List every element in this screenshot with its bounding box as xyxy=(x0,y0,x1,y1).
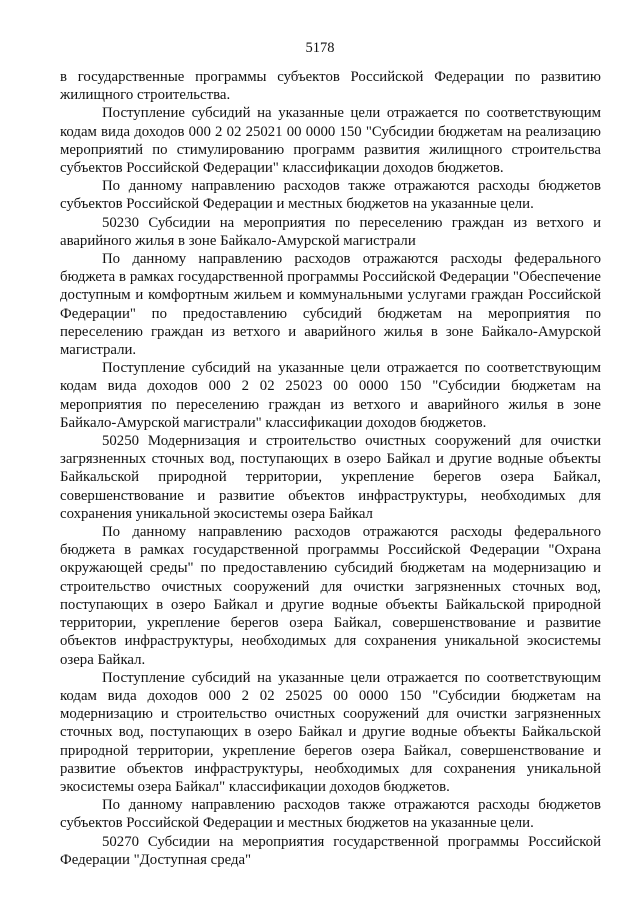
paragraph: По данному направлению расходов также отражаются расходы бюджетов субъектов Российской Федерации и местных бюджетов на указанные цели. xyxy=(60,178,601,213)
section-heading: 50250 Модернизация и строительство очистных сооружений для очистки загрязненных сточных вод, поступающих в озеро Байкал и другие водные объекты Байкальской природной территории, укрепление берегов озера Байкал, совершенствование и развитие объектов инфраструктуры, необходимых для сохранения уникальной экосистемы озера Байкал xyxy=(60,433,601,522)
document-body xyxy=(60,68,601,869)
paragraph: Поступление субсидий на указанные цели отражается по соответствующим кодам вида доходов 000 2 02 25025 00 0000 150 "Субсидии бюджетам на модернизацию и строительство очистных сооружений для очистки загрязненных сточных вод, поступающих в озеро Байкал и другие водные объекты Байкальской природной территории, укрепление берегов озера Байкал, совершенствование и развитие объектов инфраструктуры, необходимых для сохранения уникальной экосистемы озера Байкал" классификации доходов бюджетов. xyxy=(60,669,601,795)
section-heading: 50270 Субсидии на мероприятия государственной программы Российской Федерации "Доступная среда" xyxy=(60,833,601,868)
paragraph: Поступление субсидий на указанные цели отражается по соответствующим кодам вида доходов 000 2 02 25023 00 0000 150 "Субсидии бюджетам на мероприятия по переселению граждан из ветхого и аварийного жилья в зоне Байкало-Амурской магистрали" классификации доходов бюджетов. xyxy=(60,360,601,431)
paragraph: По данному направлению расходов отражаются расходы федерального бюджета в рамках государственной программы Российской Федерации "Охрана окружающей среды" по предоставлению субсидий бюджетам на модернизацию и строительство очистных сооружений для очистки загрязненных сточных вод, поступающих в озеро Байкал и другие водные объекты Байкальской природной территории, укрепление берегов озера Байкал, совершенствование и развитие объектов инфраструктуры, необходимых для сохранения уникальной экосистемы озера Байкал. xyxy=(60,524,601,668)
paragraph: По данному направлению расходов также отражаются расходы бюджетов субъектов Российской Федерации и местных бюджетов на указанные цели. xyxy=(60,797,601,832)
page-number: 5178 xyxy=(305,40,335,56)
section-heading: 50230 Субсидии на мероприятия по переселению граждан из ветхого и аварийного жилья в зоне Байкало-Амурской магистрали xyxy=(60,214,601,249)
paragraph: в государственные программы субъектов Российской Федерации по развитию жилищного строительства. xyxy=(60,69,601,104)
paragraph: Поступление субсидий на указанные цели отражается по соответствующим кодам вида доходов 000 2 02 25021 00 0000 150 "Субсидии бюджетам на реализацию мероприятий по стимулированию программ развития жилищного строительства субъектов Российской Федерации" классификации доходов бюджетов. xyxy=(60,105,601,177)
paragraph: По данному направлению расходов отражаются расходы федерального бюджета в рамках государственной программы Российской Федерации "Обеспечение доступным и комфортным жильем и коммунальными услугами граждан Российской Федерации" по предоставлению субсидий бюджетам на мероприятия по переселению граждан из ветхого и аварийного жилья в зоне Байкало-Амурской магистрали. xyxy=(60,251,601,359)
